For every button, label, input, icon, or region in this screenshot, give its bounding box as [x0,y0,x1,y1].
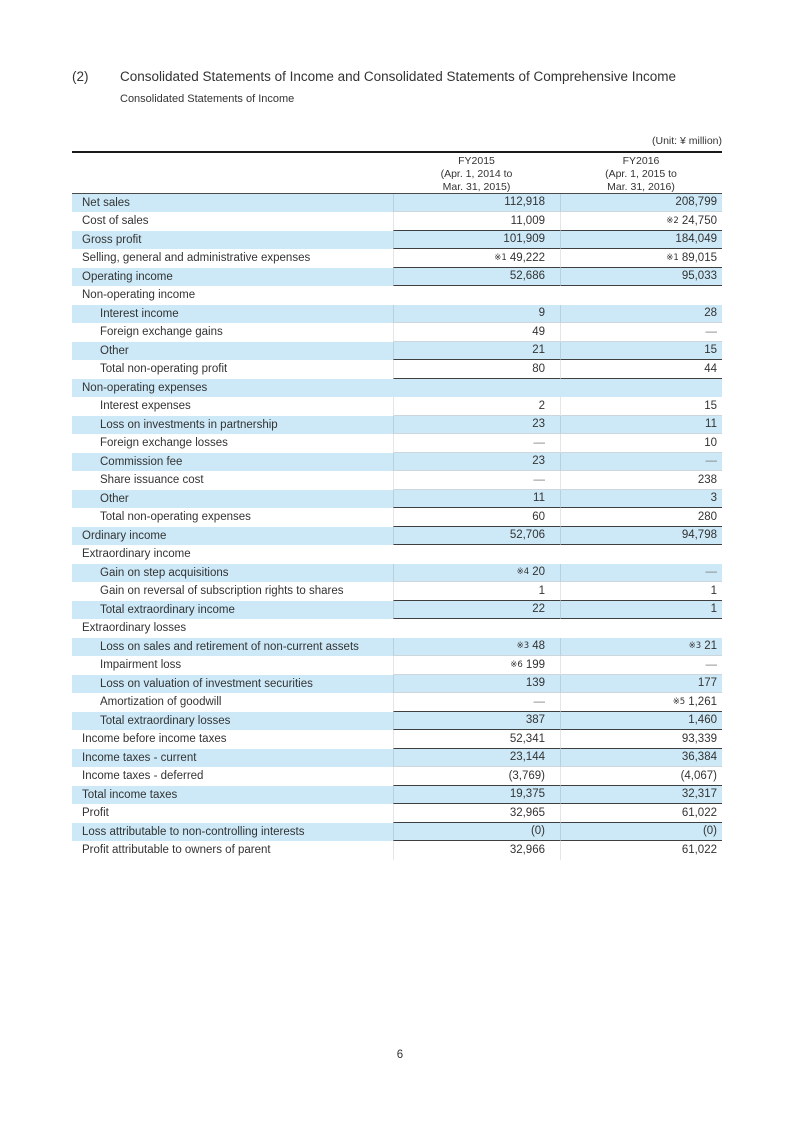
fy2016-value: 15 [704,344,717,357]
fy2015-value: 19,375 [509,788,545,801]
fy2016-cell [560,656,722,675]
fy2015-value: 21 [532,344,545,357]
fy2016-cell [560,619,722,638]
fy2015-cell [393,379,560,398]
fy2016-cell [560,231,722,250]
fy2015-cell [393,527,560,546]
row-label-cell [72,397,393,416]
row-label: Commission fee [100,455,183,468]
row-label-cell [72,804,393,823]
fy2016-value: (4,067) [680,769,717,782]
fy2015-cell [393,841,560,860]
table-row [72,194,722,213]
fy2016-cell [560,360,722,379]
table-row [72,342,722,361]
row-label-cell [72,249,393,268]
fy2016-cell [560,379,722,398]
fy2015-cell [393,675,560,694]
fy2015-value: 199 [525,658,545,671]
row-label: Extraordinary losses [82,622,187,635]
fy2016-value: 238 [697,473,717,486]
fy2015-value: 48 [532,640,545,653]
fy2015-cell [393,619,560,638]
fy2016-cell [560,564,722,583]
table-row [72,434,722,453]
fy2016-cell [560,823,722,842]
fy2016-cell [560,582,722,601]
row-label-cell [72,286,393,305]
fy2016-value: 10 [704,436,717,449]
section-number: (2) [72,69,89,84]
table-row [72,249,722,268]
row-label-cell [72,638,393,657]
fy2015-cell [393,231,560,250]
fy2015-cell [393,712,560,731]
fy2016-value: 61,022 [681,844,717,857]
fy2015-cell [393,564,560,583]
row-label-cell [72,360,393,379]
fy2015-value: 9 [538,307,545,320]
table-header [72,151,722,194]
fy2015-cell [393,471,560,490]
row-label: Amortization of goodwill [100,696,222,709]
page-title: Consolidated Statements of Income and Consolidated Statements of Comprehensive Income [120,69,677,84]
fy2016-cell [560,212,722,231]
fy2015-value: 52,341 [509,732,545,745]
fy2015-value: 11,009 [510,214,545,227]
table-row [72,545,722,564]
row-label-cell [72,564,393,583]
fy2016-value: 1 [710,584,717,597]
title-row [72,68,728,85]
fy2015-cell [393,323,560,342]
row-label: Foreign exchange gains [100,326,223,339]
table-row [72,231,722,250]
fy2016-value: — [705,325,717,338]
fy2015-value: 1 [538,584,545,597]
table-row [72,675,722,694]
row-label-cell [72,693,393,712]
fy2015-cell [393,286,560,305]
table-row [72,490,722,509]
fy2016-value: 184,049 [675,233,717,246]
fy2016-cell [560,638,722,657]
table-row [72,471,722,490]
fy2015-value: 60 [532,510,545,523]
fy2015-cell [393,749,560,768]
fy2016-cell [560,397,722,416]
fy2016-value: 11 [705,418,717,431]
fy2015-value: 2 [538,399,545,412]
fy2015-value: 32,966 [509,844,545,857]
fy2015-value: 112,918 [504,196,545,209]
fy2015-cell [393,804,560,823]
fy2015-cell [393,786,560,805]
fy2016-value: 1,460 [688,714,717,727]
fy2015-cell [393,212,560,231]
table-row [72,730,722,749]
fy2016-value: 36,384 [681,751,717,764]
fy2015-cell [393,194,560,213]
row-label-cell [72,730,393,749]
fy2016-cell [560,527,722,546]
fy2015-cell [393,601,560,620]
row-label: Selling, general and administrative expenses [82,252,311,265]
row-label: Interest income [100,307,179,320]
footnote-marker: ※6 [510,659,523,670]
row-label-cell [72,841,393,860]
row-label-cell [72,675,393,694]
page-subtitle: Consolidated Statements of Income [120,93,295,105]
row-label: Total extraordinary income [100,603,235,616]
table-row [72,564,722,583]
fy2015-cell [393,545,560,564]
row-label-cell [72,323,393,342]
fy2016-value: 94,798 [681,529,717,542]
fy2016-value: 95,033 [681,270,717,283]
table-row [72,712,722,731]
fy2016-cell [560,249,722,268]
row-label: Income taxes - deferred [82,770,204,783]
fy2015-value: 32,965 [509,806,545,819]
fy2015-cell [393,342,560,361]
fy2015-value: — [533,695,545,708]
fy2016-cell [560,453,722,472]
fy2015-value: 22 [532,603,545,616]
fy2015-cell [393,823,560,842]
fy2015-value: (3,769) [508,769,545,782]
table-row [72,601,722,620]
row-label: Loss attributable to non-controlling interests [82,825,305,838]
table-row [72,397,722,416]
fy2015-cell [393,730,560,749]
row-label-cell [72,527,393,546]
fy2016-cell [560,305,722,324]
fy2016-cell [560,471,722,490]
fy2016-cell [560,323,722,342]
row-label: Other [100,344,129,357]
fy2015-value: 52,686 [509,270,545,283]
table-row [72,638,722,657]
fy2016-value: 1,261 [688,695,717,708]
footnote-marker: ※1 [494,252,507,263]
fy2016-cell [560,767,722,786]
fy2015-value: 139 [525,677,545,690]
fy2016-cell [560,545,722,564]
fy2016-cell [560,434,722,453]
table-row [72,767,722,786]
document-header [72,68,728,106]
fy2015-cell [393,434,560,453]
table-body [72,194,722,860]
fy2016-cell [560,342,722,361]
footnote-marker: ※3 [688,641,702,652]
row-label-cell [72,508,393,527]
row-label: Profit [82,807,109,820]
table-row [72,656,722,675]
row-label: Income taxes - current [82,751,197,764]
fy2016-value: 208,799 [675,196,717,209]
row-label-cell [72,416,393,435]
row-label-cell [72,582,393,601]
fy2015-value: 49,222 [509,251,545,264]
fy2016-cell [560,712,722,731]
col-header-fy2015 [393,153,560,194]
table-row [72,508,722,527]
row-label-cell [72,453,393,472]
fy2016-cell [560,268,722,287]
row-label: Share issuance cost [100,474,204,487]
table-row [72,582,722,601]
row-label-cell [72,434,393,453]
fy2016-value: 32,317 [681,788,717,801]
table-row [72,786,722,805]
fy2015-value: 11 [533,492,545,505]
fy2015-value: 80 [532,362,545,375]
fy2015-cell [393,767,560,786]
footnote-marker: ※1 [666,252,679,263]
fy2016-cell [560,194,722,213]
footnote-marker: ※4 [516,567,530,578]
fy2016-cell [560,693,722,712]
fy2015-cell [393,453,560,472]
fy2015-cell [393,490,560,509]
row-label-cell [72,619,393,638]
table-row [72,453,722,472]
row-label: Net sales [82,196,130,209]
fy2015-cell [393,268,560,287]
fy2015-title: FY2015 [458,155,495,167]
fy2015-cell [393,249,560,268]
fy2016-value: 280 [697,510,717,523]
fy2015-period-line2: Mar. 31, 2015) [442,181,511,193]
table-row [72,619,722,638]
fy2015-value: 23 [532,455,545,468]
fy2016-value: 28 [704,307,717,320]
fy2015-value: 20 [532,566,545,579]
row-label: Income before income taxes [82,733,227,746]
table-row [72,841,722,860]
fy2016-value: 89,015 [681,251,717,264]
row-label: Interest expenses [100,400,191,413]
income-statement-table [72,151,722,860]
fy2015-cell [393,693,560,712]
table-row [72,323,722,342]
row-label: Extraordinary income [82,548,191,561]
fy2015-value: 23,144 [509,751,545,764]
table-row [72,360,722,379]
fy2016-cell [560,286,722,305]
row-label: Total income taxes [82,788,178,801]
row-label: Loss on valuation of investment securities [100,677,313,690]
table-row [72,416,722,435]
fy2015-cell [393,638,560,657]
row-label: Gain on step acquisitions [100,566,229,579]
fy2016-value: 3 [710,492,717,505]
table-row [72,212,722,231]
row-label: Other [100,492,129,505]
fy2015-cell [393,360,560,379]
fy2016-cell [560,804,722,823]
fy2016-cell [560,841,722,860]
fy2016-cell [560,490,722,509]
fy2016-period-line2: Mar. 31, 2016) [607,181,675,193]
row-label-cell [72,712,393,731]
row-label: Total extraordinary losses [100,714,231,727]
fy2016-value: 61,022 [681,806,717,819]
fy2016-cell [560,601,722,620]
fy2015-value: (0) [530,825,545,838]
fy2016-value: 24,750 [681,214,717,227]
row-label: Gain on reversal of subscription rights to shares [100,585,344,598]
unit-label: (Unit: ¥ million) [651,135,722,147]
row-label-cell [72,601,393,620]
footnote-marker: ※3 [516,641,530,652]
row-label: Non-operating expenses [82,381,208,394]
row-label: Total non-operating profit [100,363,228,376]
fy2016-cell [560,786,722,805]
fy2015-value: 23 [532,418,545,431]
row-label: Foreign exchange losses [100,437,228,450]
fy2016-cell [560,508,722,527]
row-label: Loss on investments in partnership [100,418,278,431]
row-label-cell [72,212,393,231]
fy2016-value: 1 [710,603,717,616]
fy2016-period-line1: (Apr. 1, 2015 to [605,168,677,180]
row-label-cell [72,231,393,250]
row-label: Cost of sales [82,215,149,228]
fy2015-cell [393,582,560,601]
col-header-fy2016 [560,153,722,194]
row-label-cell [72,194,393,213]
fy2015-value: 49 [532,325,545,338]
fy2015-value: 101,909 [503,233,545,246]
row-label-cell [72,342,393,361]
row-label: Impairment loss [100,659,182,672]
table-row [72,379,722,398]
fy2016-title: FY2016 [622,155,660,167]
fy2015-value: 52,706 [509,529,545,542]
footnote-marker: ※5 [672,696,686,707]
fy2015-cell [393,416,560,435]
fy2016-cell [560,730,722,749]
page-number: 6 [396,1049,404,1061]
row-label-cell [72,656,393,675]
table-row [72,527,722,546]
row-label-cell [72,471,393,490]
fy2015-value: 387 [525,714,545,727]
row-label-cell [72,305,393,324]
row-label: Operating income [82,270,173,283]
fy2016-value: 15 [704,399,717,412]
row-label-cell [72,823,393,842]
fy2016-value: 177 [697,677,717,690]
label-column-header [72,153,393,194]
fy2016-cell [560,675,722,694]
fy2016-value: 21 [704,640,717,653]
table-row [72,305,722,324]
row-label-cell [72,268,393,287]
table-row [72,693,722,712]
row-label: Loss on sales and retirement of non-current assets [100,640,359,653]
row-label: Total non-operating expenses [100,511,251,524]
row-label-cell [72,490,393,509]
fy2016-cell [560,416,722,435]
table-row [72,268,722,287]
table-row [72,749,722,768]
row-label-cell [72,767,393,786]
row-label: Profit attributable to owners of parent [82,844,271,857]
row-label-cell [72,749,393,768]
fy2015-cell [393,397,560,416]
fy2016-value: 44 [704,362,717,375]
table-row [72,286,722,305]
fy2016-value: 93,339 [681,732,717,745]
footnote-marker: ※2 [666,215,679,226]
fy2015-value: — [533,436,545,449]
fy2015-cell [393,508,560,527]
table-row [72,804,722,823]
row-label: Non-operating income [82,289,196,302]
row-label-cell [72,786,393,805]
fy2016-value: — [705,658,717,671]
row-label-cell [72,379,393,398]
table-row [72,823,722,842]
fy2016-value: (0) [702,825,717,838]
fy2015-cell [393,656,560,675]
row-label: Gross profit [82,233,142,246]
row-label: Ordinary income [82,529,167,542]
row-label-cell [72,545,393,564]
fy2016-value: — [705,455,717,468]
fy2015-value: — [533,473,545,486]
fy2015-cell [393,305,560,324]
fy2016-cell [560,749,722,768]
fy2016-value: — [705,566,717,579]
fy2015-period-line1: (Apr. 1, 2014 to [440,168,513,180]
